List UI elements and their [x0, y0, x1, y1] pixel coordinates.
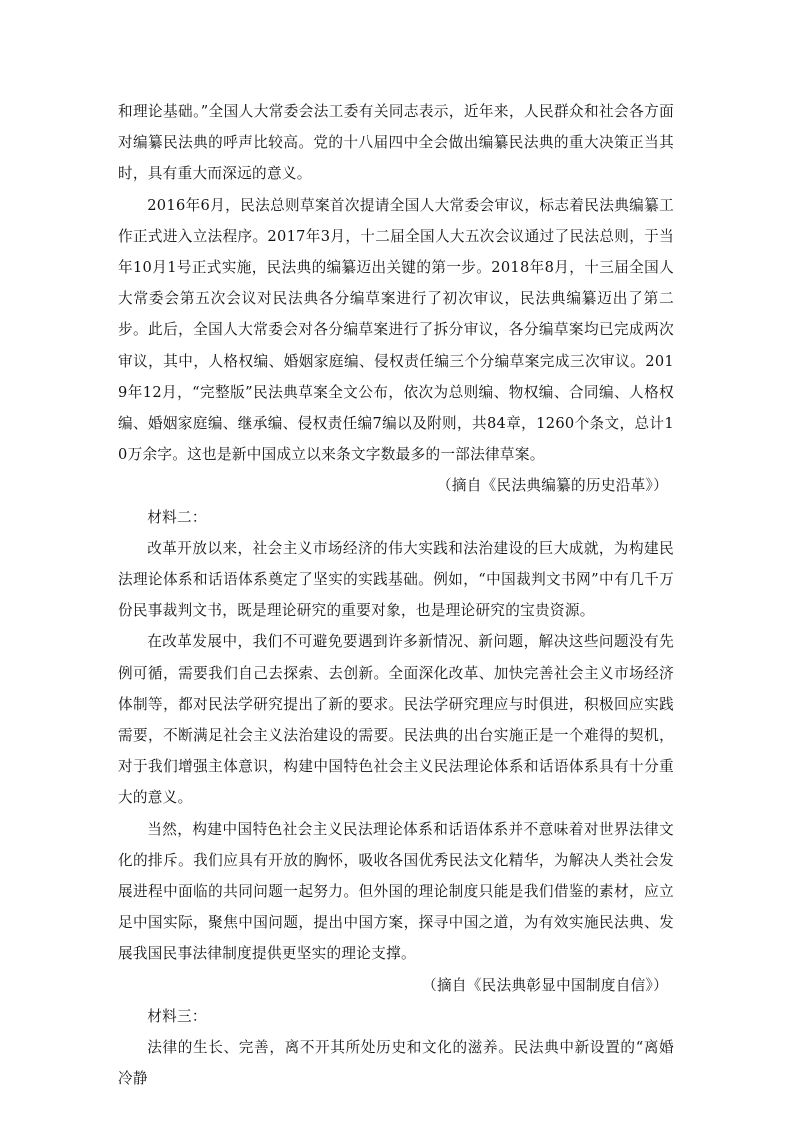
source-citation-2: （摘自《民法典彰显中国制度自信》） — [422, 976, 668, 994]
paragraph-openness: 当然，构建中国特色社会主义民法理论体系和话语体系并不意味着对世界法律文化的排斥。我们应具有开放的胸怀，吸收各国优秀民法文化精华，为解决人类社会发展进程中面临的共同问题一起努力。但外国的理论制度只能是我们借鉴的素材，应立足中国实际，聚焦中国问题，提出中国方案，探寻中国之道，为有效实施民法典、发展我国民事法律制度提供更坚实的理论支撑。 — [118, 820, 674, 963]
document-page — [118, 96, 674, 1095]
paragraph-codification-timeline: 2016年6月，民法总则草案首次提请全国人大常委会审议，标志着民法典编纂工作正式进入立法程序。2017年3月，十二届全国人大五次会议通过了民法总则，于当年10月1号正式实施，民法典的编纂迈出关键的第一步。2018年8月，十三届全国人大常委会第五次会议对民法典各分编草案进行了初次审议，民法典编纂迈出了第二步。此后，全国人大常委会对各分编草案进行了拆分审议，各分编草案均已完成两次审议，其中，人格权编、婚姻家庭编、侵权责任编三个分编草案完成三次审议。2019年12月，“完整版”民法典草案全文公布，依次为总则编、物权编、合同编、人格权编、婚姻家庭编、继承编、侵权责任编7编以及附则，共84章，1260个条文，总计10万余字。这也是新中国成立以来条文字数最多的一部法律草案。 — [118, 196, 674, 464]
paragraph-continued: 和理论基础。”全国人大常委会法工委有关同志表示，近年来，人民群众和社会各方面对编纂民法典的呼声比较高。党的十八届四中全会做出编纂民法典的重大决策正当其时，具有重大而深远的意义。 — [118, 103, 674, 183]
material-label-2: 材料二： — [147, 508, 207, 526]
paragraph-practice-foundation: 改革开放以来，社会主义市场经济的伟大实践和法治建设的巨大成就，为构建民法理论体系和话语体系奠定了坚实的实践基础。例如，“中国裁判文书网”中有几千万份民事裁判文书，既是理论研究的重要对象，也是理论研究的宝贵资源。 — [118, 539, 674, 620]
paragraph-law-culture: 法律的生长、完善，离不开其所处历史和文化的滋养。民法典中新设置的“离婚冷静 — [118, 1039, 674, 1088]
source-citation-1: （摘自《民法典编纂的历史沿革》） — [436, 477, 668, 495]
material-label-3: 材料三： — [147, 1007, 207, 1025]
paragraph-reform-development: 在改革发展中，我们不可避免要遇到许多新情况、新问题，解决这些问题没有先例可循，需要我们自己去探索、去创新。全面深化改革、加快完善社会主义市场经济体制等，都对民法学研究提出了新的要求。民法学研究理应与时俱进，积极回应实践需要，不断满足社会主义法治建设的需要。民法典的出台实施正是一个难得的契机，对于我们增强主体意识，构建中国特色社会主义民法理论体系和话语体系具有十分重大的意义。 — [118, 633, 674, 807]
